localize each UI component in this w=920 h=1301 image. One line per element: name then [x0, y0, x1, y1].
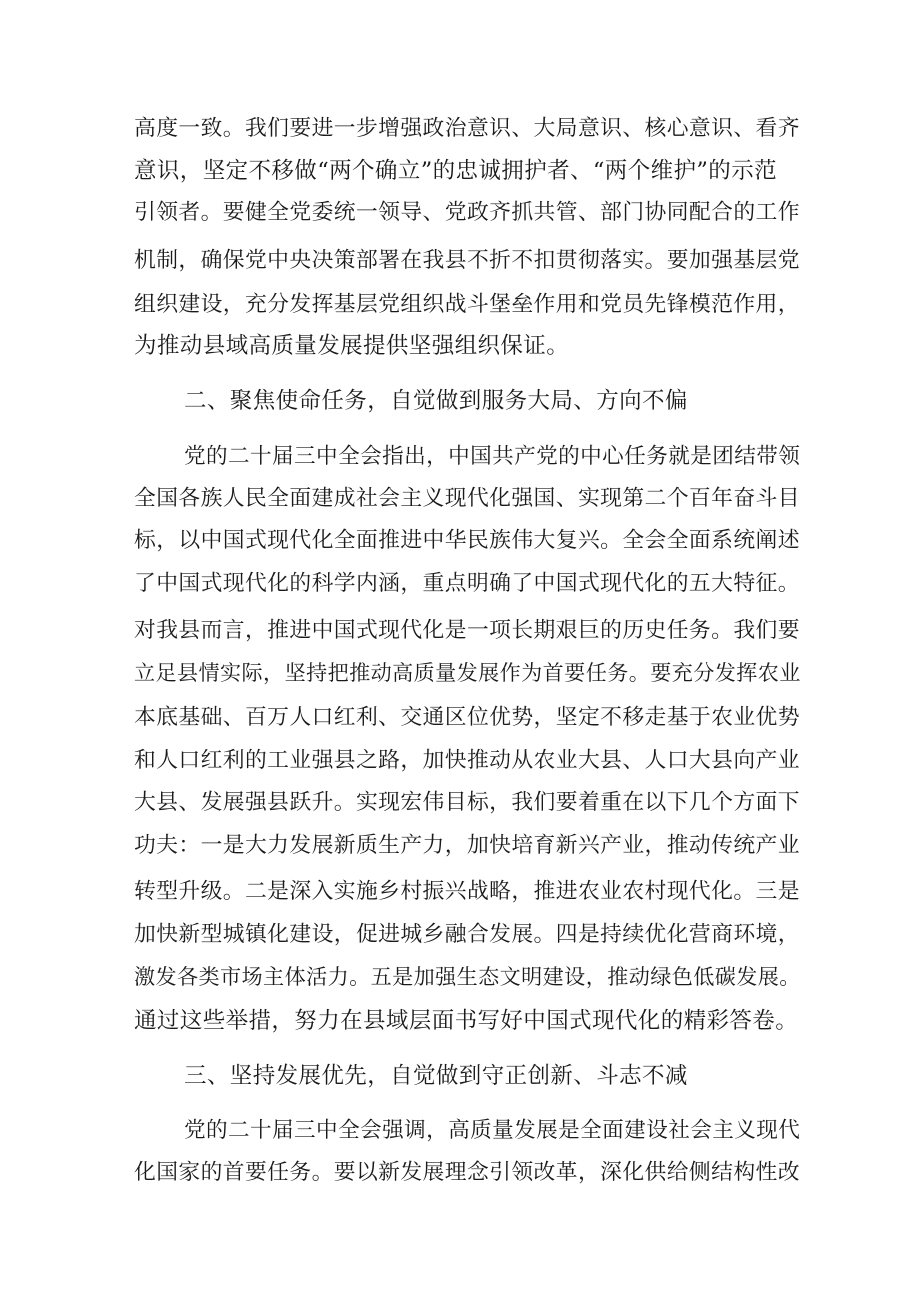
paragraph-line: 引领者。要健全党委统一领导、党政齐抓共管、部门协同配合的工作	[134, 200, 800, 225]
paragraph-line: 全国各族人民全面建成社会主义现代化强国、实现第二个百年奋斗目	[134, 486, 800, 511]
paragraph-line: 功夫：一是大力发展新质生产力，加快培育新兴产业，推动传统产业	[134, 833, 800, 858]
section-heading: 三、坚持发展优先，自觉做到守正创新、斗志不减	[184, 1063, 688, 1089]
paragraph-line: 化国家的首要任务。要以新发展理念引领改革，深化供给侧结构性改	[134, 1160, 800, 1185]
paragraph-line: 转型升级。二是深入实施乡村振兴战略，推进农业农村现代化。三是	[134, 879, 800, 904]
paragraph-line: 大县、发展强县跃升。实现宏伟目标，我们要着重在以下几个方面下	[134, 790, 800, 815]
paragraph-line: 意识，坚定不移做“两个确立”的忠诚拥护者、“两个维护”的示范	[134, 158, 778, 184]
paragraph-line: 了中国式现代化的科学内涵，重点明确了中国式现代化的五大特征。	[134, 571, 800, 596]
paragraph-line: 为推动县域高质量发展提供坚强组织保证。	[134, 333, 570, 359]
section-heading: 二、聚焦使命任务，自觉做到服务大局、方向不偏	[184, 388, 688, 414]
paragraph-line: 党的二十届三中全会指出，中国共产党的中心任务就是团结带领	[184, 444, 801, 469]
paragraph-line: 对我县而言，推进中国式现代化是一项长期艰巨的历史任务。我们要	[134, 618, 800, 643]
paragraph-line: 组织建设，充分发挥基层党组织战斗堡垒作用和党员先锋模范作用，	[134, 292, 800, 317]
paragraph-line: 加快新型城镇化建设，促进城乡融合发展。四是持续优化营商环境，	[134, 922, 800, 947]
paragraph-line: 标，以中国式现代化全面推进中华民族伟大复兴。全会全面系统阐述	[134, 528, 800, 553]
paragraph-line: 立足县情实际，坚持把推动高质量发展作为首要任务。要充分发挥农业	[134, 660, 801, 685]
paragraph-line: 党的二十届三中全会强调，高质量发展是全面建设社会主义现代	[184, 1118, 801, 1143]
paragraph-line: 通过这些举措，努力在县域层面书写好中国式现代化的精彩答卷。	[134, 1008, 799, 1034]
paragraph-line: 高度一致。我们要进一步增强政治意识、大局意识、核心意识、看齐	[134, 116, 800, 141]
paragraph-line: 和人口红利的工业强县之路，加快推动从农业大县、人口大县向产业	[134, 748, 800, 773]
paragraph-line: 机制，确保党中央决策部署在我县不折不扣贯彻落实。要加强基层党	[134, 248, 800, 273]
paragraph-line: 激发各类市场主体活力。五是加强生态文明建设，推动绿色低碳发展。	[134, 964, 801, 989]
paragraph-line: 本底基础、百万人口红利、交通区位优势，坚定不移走基于农业优势	[134, 705, 800, 730]
